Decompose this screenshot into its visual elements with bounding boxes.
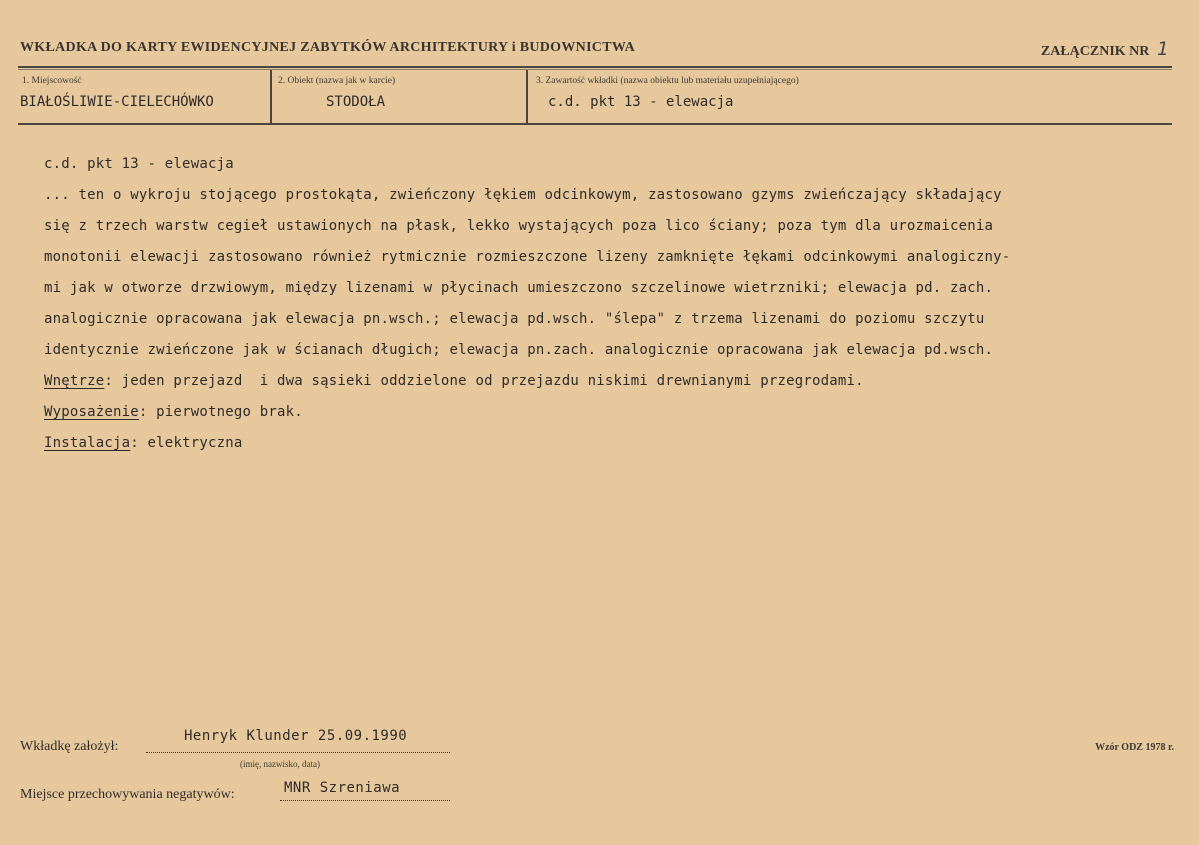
storage-value: MNR Szreniawa bbox=[284, 780, 401, 796]
description-line: analogicznie opracowana jak elewacja pn.wsch.; elewacja pd.wsch. "ślepa" z trzema lizenami do poziomu szczytu bbox=[44, 311, 985, 327]
form-pattern-note: Wzór ODZ 1978 r. bbox=[1095, 742, 1174, 753]
fields-bottom-rule bbox=[18, 123, 1172, 125]
equipment-line bbox=[44, 400, 1164, 431]
created-by-label: Wkładkę założył: bbox=[20, 739, 119, 754]
object-label: 2. Obiekt (nazwa jak w karcie) bbox=[278, 76, 396, 86]
interior-label: Wnętrze bbox=[44, 373, 105, 389]
equipment-label: Wyposażenie bbox=[44, 404, 139, 420]
storage-label: Miejsce przechowywania negatywów: bbox=[20, 787, 235, 802]
interior-text: : jeden przejazd i dwa sąsieki oddzielone od przejazdu niskimi drewnianymi przegrodami. bbox=[104, 373, 864, 389]
description-line: mi jak w otworze drzwiowym, między lizenami w płycinach umieszczono szczelinowe wietrzniki; elewacja pd. zach. bbox=[44, 280, 994, 296]
installation-text: : elektryczna bbox=[130, 435, 243, 451]
description-line: identycznie zwieńczone jak w ścianach długich; elewacja pn.zach. analogicznie opracowana jak elewacja pd.wsch. bbox=[44, 342, 994, 358]
locality-label: 1. Miejscowość bbox=[22, 76, 82, 86]
installation-label: Instalacja bbox=[44, 435, 131, 451]
description-line: monotonii elewacji zastosowano również rytmicznie rozmieszczone lizeny zamknięte łękami odcinkowymi analogiczny- bbox=[44, 249, 1011, 265]
created-by-value: Henryk Klunder 25.09.1990 bbox=[184, 728, 408, 744]
content-value: c.d. pkt 13 - elewacja bbox=[548, 94, 734, 110]
annex-number-value: 1 bbox=[1156, 38, 1169, 60]
description-text bbox=[44, 152, 1164, 462]
header-rule-thin bbox=[18, 69, 1172, 70]
form-title: WKŁADKA DO KARTY EWIDENCYJNEJ ZABYTKÓW ARCHITEKTURY i BUDOWNICTWA bbox=[20, 40, 636, 55]
content-label: 3. Zawartość wkładki (nazwa obiektu lub materiału uzupełniającego) bbox=[536, 76, 799, 86]
locality-value: BIAŁOŚLIWIE-CIELECHÓWKO bbox=[20, 94, 214, 110]
created-by-hint: (imię, nazwisko, data) bbox=[240, 759, 320, 769]
description-line: c.d. pkt 13 - elewacja bbox=[44, 156, 234, 172]
description-line: się z trzech warstw cegieł ustawionych na płask, lekko wystających poza lico ściany; poza tym dla urozmaicenia bbox=[44, 218, 994, 234]
header-rule bbox=[18, 66, 1172, 68]
field-divider-1 bbox=[270, 70, 272, 124]
annex-number bbox=[1041, 38, 1169, 60]
storage-dotted-line bbox=[280, 800, 450, 801]
object-value: STODOŁA bbox=[326, 94, 386, 110]
annex-label: ZAŁĄCZNIK NR bbox=[1040, 44, 1150, 59]
field-divider-2 bbox=[526, 70, 528, 124]
equipment-text: : pierwotnego brak. bbox=[138, 404, 303, 420]
description-line: ... ten o wykroju stojącego prostokąta, zwieńczony łękiem odcinkowym, zastosowano gzyms zwieńczający składający bbox=[44, 187, 1002, 203]
created-by-dotted-line bbox=[146, 752, 450, 753]
installation-line bbox=[44, 431, 1164, 462]
interior-line bbox=[44, 369, 1164, 400]
